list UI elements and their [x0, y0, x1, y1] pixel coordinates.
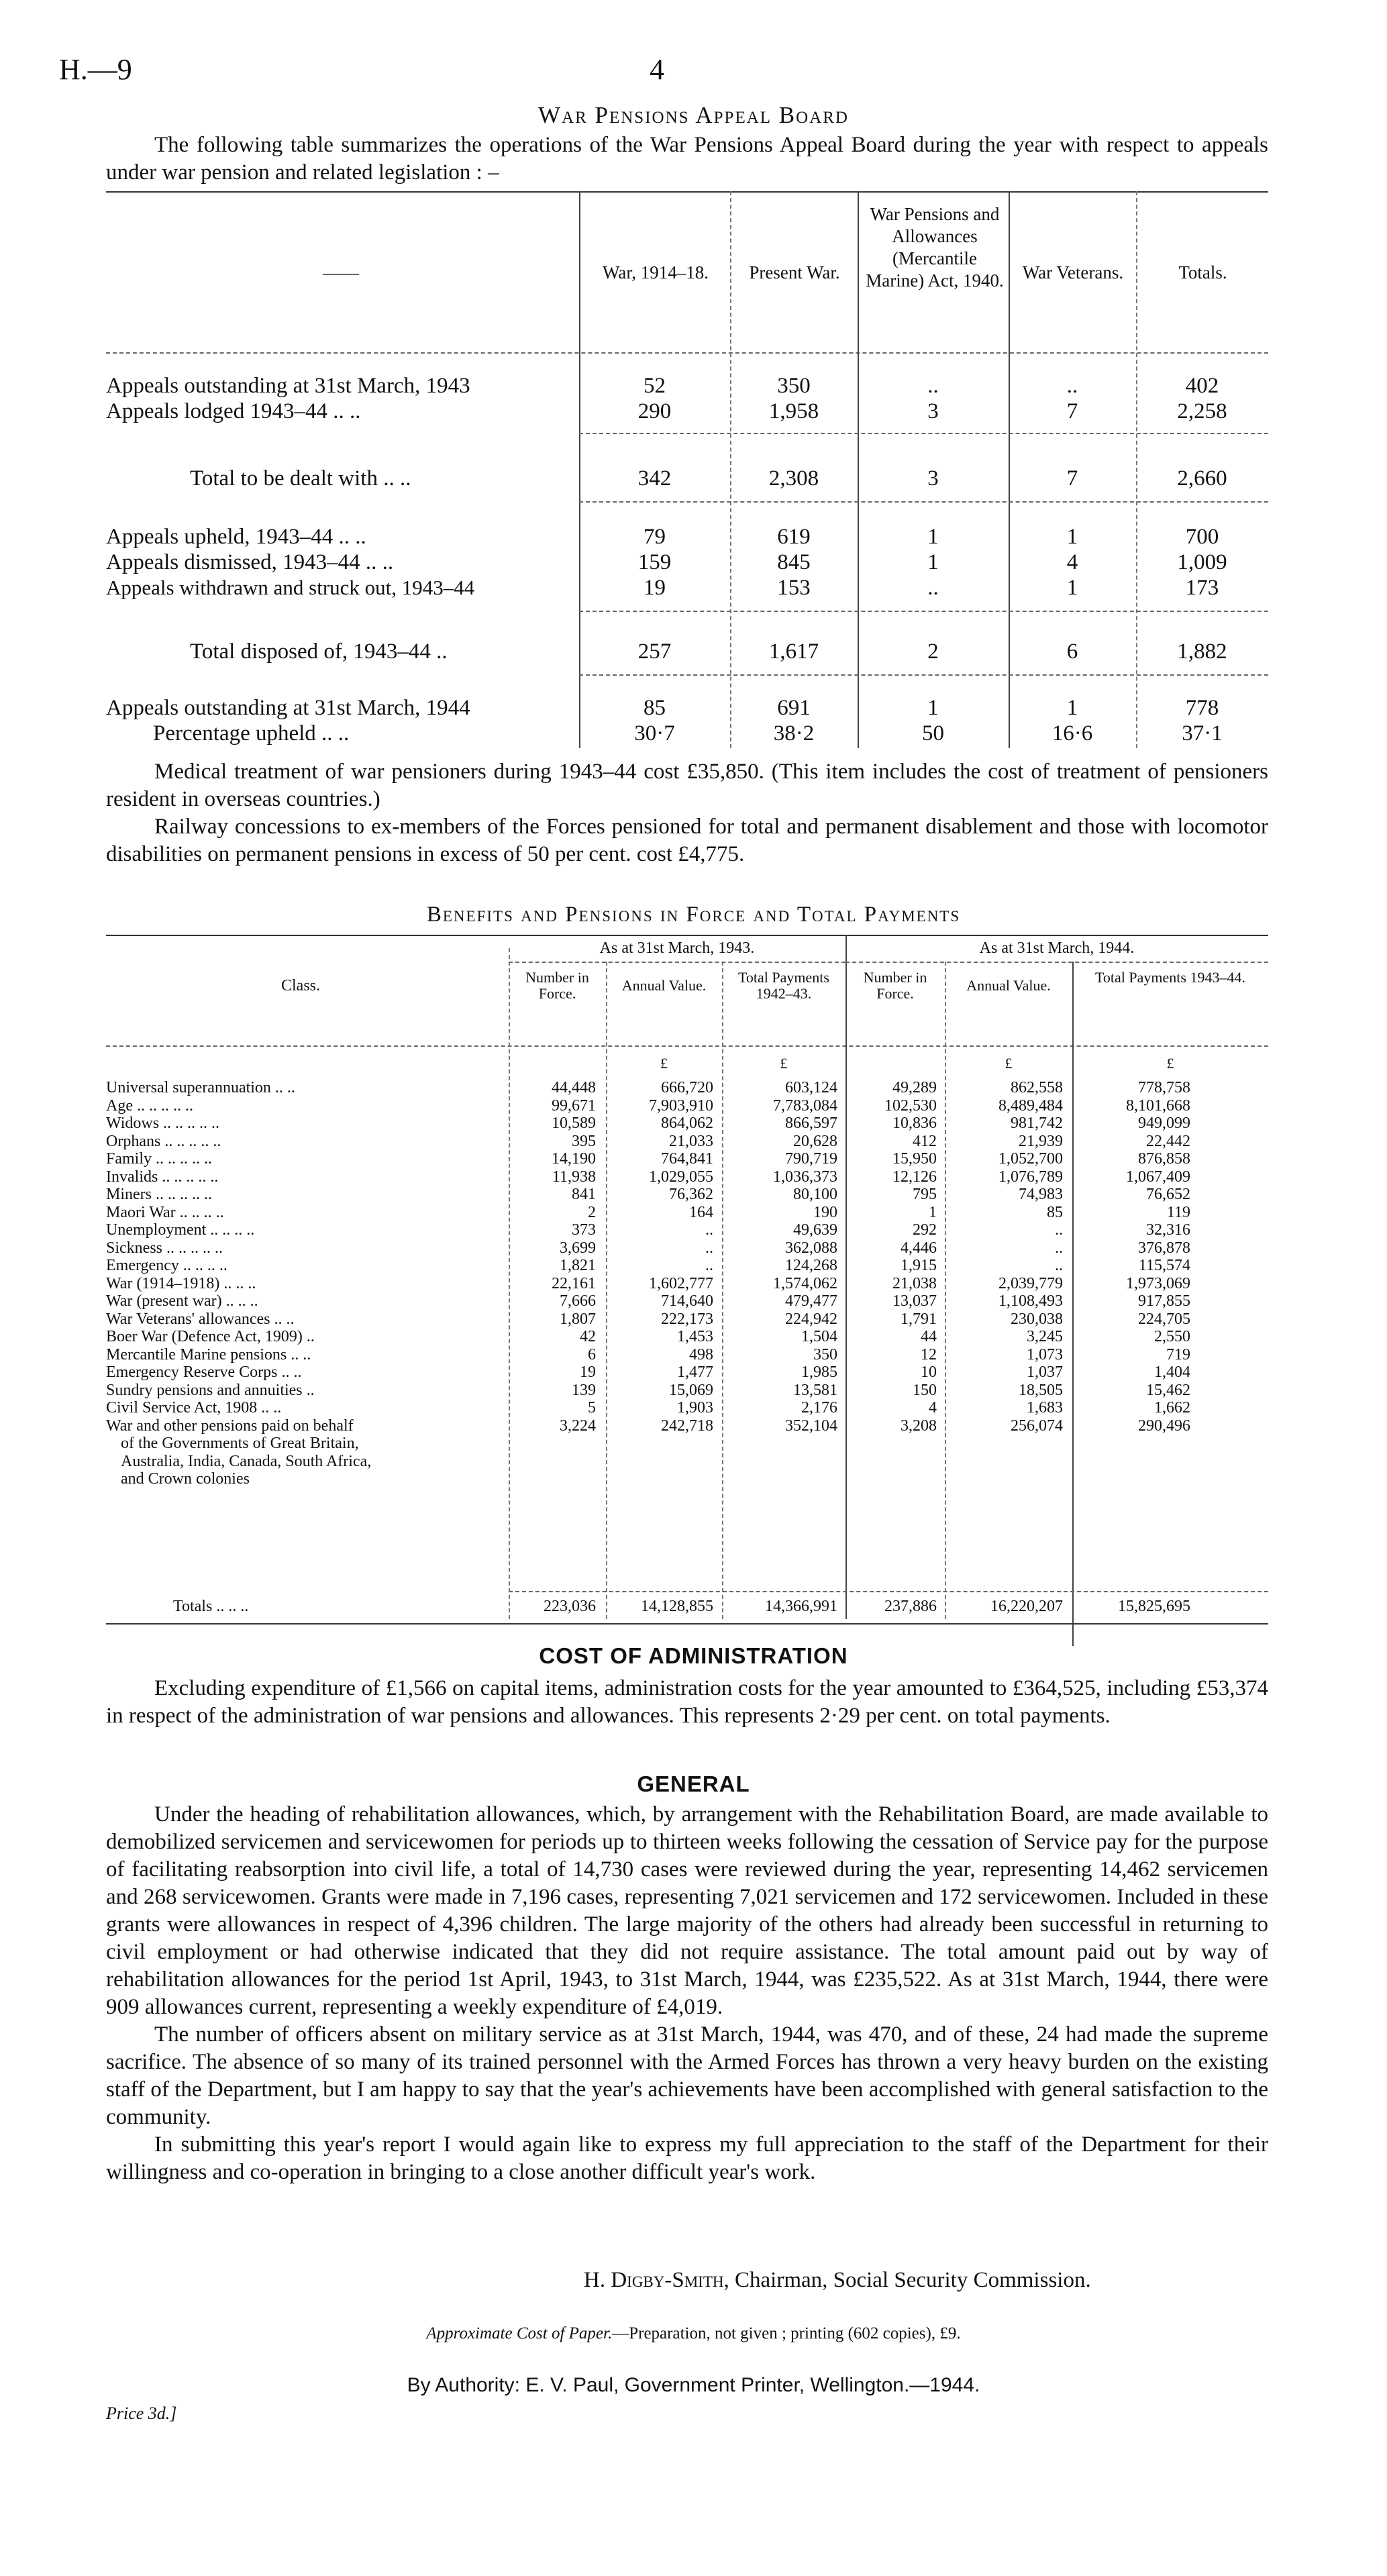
cell: 402	[1185, 374, 1219, 398]
header-total-1943: Total Payments 1942–43.	[738, 969, 829, 1002]
cell: 342	[637, 466, 672, 491]
cost-heading: COST OF ADMINISTRATION	[539, 1643, 848, 1668]
cell: 42	[580, 1328, 596, 1345]
cell: 1,504	[801, 1328, 837, 1345]
cell: 1,973,069	[1126, 1274, 1190, 1292]
cell: 18,505	[1019, 1381, 1063, 1399]
cell: 1	[1066, 525, 1078, 549]
cell: 700	[1185, 525, 1219, 549]
cell: 1	[929, 1203, 937, 1221]
cell: 119	[1166, 1203, 1190, 1221]
currency-symbol: £	[1166, 1055, 1174, 1072]
cell: 778	[1185, 696, 1219, 720]
cell: 6	[1066, 639, 1078, 664]
cell: 14,366,991	[765, 1598, 837, 1615]
cell: 1	[927, 525, 939, 549]
cell: 917,855	[1138, 1292, 1190, 1310]
cell: 876,858	[1138, 1150, 1190, 1168]
cell: 1,477	[677, 1363, 713, 1381]
cell: 139	[572, 1381, 596, 1399]
row-label: Appeals withdrawn and struck out, 1943–44	[106, 576, 475, 599]
row-label: Universal superannuation .. ..	[106, 1079, 295, 1096]
row-label: Appeals lodged 1943–44 .. ..	[106, 399, 361, 423]
row-label: War and other pensions paid on behalf	[106, 1416, 354, 1435]
cell: 3	[927, 399, 939, 423]
cell: 242,718	[661, 1416, 713, 1435]
cell: 37·1	[1182, 721, 1223, 745]
appeals-table	[106, 191, 1268, 748]
cell: 619	[777, 525, 811, 549]
cell: 1,915	[901, 1257, 937, 1274]
cell: 85	[1047, 1203, 1063, 1221]
cell: ..	[1055, 1257, 1063, 1274]
cell: 15,950	[892, 1150, 937, 1168]
general-text	[106, 1801, 1268, 2186]
column-mercantile-marine: War Pensions and Allowances (Mercantile Marine) Act, 1940.	[866, 204, 1004, 291]
table-row	[106, 1257, 1268, 1274]
table-row	[106, 1221, 1268, 1239]
row-label: War (present war) .. .. ..	[106, 1292, 258, 1310]
cell: 1,067,409	[1126, 1168, 1190, 1186]
cell: 1,037	[1027, 1363, 1063, 1381]
row-label: Appeals dismissed, 1943–44 .. ..	[106, 550, 394, 574]
row-label: War Veterans' allowances .. ..	[106, 1310, 295, 1328]
cell: 7,666	[560, 1292, 596, 1310]
general-paragraph-1: Under the heading of rehabilitation allowances, which, by arrangement with the Rehabilitation Board, are made available to demobilized servicemen and servicewomen for periods up to thirteen weeks following the cessation of Service pay for the purpose of facilitating reabsorption into civil life, a total of 14,730 cases were reviewed during the year, representing 14,462 servicemen and 268 servicewomen. Grants were made in 7,196 cases, representing 7,021 servicemen and 172 servicewomen. Included in these grants were allowances in respect of 4,396 children. The large majority of the others had already been successful in returning to civil employment or had otherwise indicated that they did not require assistance. The total amount paid out by way of rehabilitation allowances for the period 1st April, 1943, to 31st March, 1944, was £235,522. As at 31st March, 1944, there were 909 allowances current, representing a weekly expenditure of £4,019.	[106, 1802, 1268, 2019]
cell: 1,108,493	[998, 1292, 1063, 1310]
document-code: H.—9	[59, 53, 132, 86]
cell: 12	[921, 1345, 937, 1363]
cell: 412	[913, 1132, 937, 1150]
row-label: Boer War (Defence Act, 1909) ..	[106, 1328, 315, 1345]
group-1943: As at 31st March, 1943.	[599, 939, 755, 957]
cell: 1,821	[560, 1257, 596, 1274]
row-label: Civil Service Act, 1908 .. ..	[106, 1399, 282, 1416]
cell: 666,720	[661, 1079, 713, 1096]
table-row	[106, 1470, 1268, 1488]
cell: 1,602,777	[649, 1274, 713, 1292]
cell: 32,316	[1146, 1221, 1190, 1239]
signatory-title: Chairman, Social Security Commission.	[735, 2268, 1091, 2292]
table-row	[106, 1239, 1268, 1257]
table-row	[106, 1150, 1268, 1168]
cell: 1,903	[677, 1399, 713, 1416]
cell: 15,462	[1146, 1381, 1190, 1399]
price: Price 3d.]	[106, 2404, 177, 2423]
cell: 764,841	[661, 1150, 713, 1168]
cell: 224,705	[1138, 1310, 1190, 1328]
cell: 3,245	[1027, 1328, 1063, 1345]
cell: 1,073	[1027, 1345, 1063, 1363]
cell: 4	[929, 1399, 937, 1416]
cell: 1,807	[560, 1310, 596, 1328]
cell: 76,362	[669, 1186, 713, 1203]
row-label: Sundry pensions and annuities ..	[106, 1381, 315, 1399]
appeal-board-intro: The following table summarizes the operations of the War Pensions Appeal Board during the year with respect to appeals under war pension and related legislation : –	[106, 133, 1268, 185]
cell: 80,100	[793, 1186, 837, 1203]
cell: 44,448	[552, 1079, 596, 1096]
cell: 603,124	[785, 1079, 837, 1096]
group-1944: As at 31st March, 1944.	[979, 939, 1135, 957]
cell: ..	[927, 374, 939, 398]
cell: 49,289	[892, 1079, 937, 1096]
cell: 52	[644, 374, 666, 398]
header-number-1944: Number in Force.	[863, 969, 927, 1002]
row-label: Maori War .. .. .. ..	[106, 1203, 224, 1221]
cell: 845	[777, 550, 811, 574]
cell: 14,190	[552, 1150, 596, 1168]
cell: 159	[637, 550, 672, 574]
table-row	[106, 1204, 1268, 1221]
cell: 222,173	[661, 1310, 713, 1328]
cell: 10	[921, 1363, 937, 1381]
cell: 3,699	[560, 1239, 596, 1257]
cell: 790,719	[785, 1150, 837, 1168]
table-row	[106, 1168, 1268, 1186]
cell: 11,938	[552, 1168, 596, 1186]
cell: 864,062	[661, 1115, 713, 1132]
cell: 714,640	[661, 1292, 713, 1310]
cell: 237,886	[884, 1598, 937, 1615]
cell: 21,939	[1019, 1132, 1063, 1150]
printer-authority: By Authority: E. V. Paul, Government Printer, Wellington.—1944.	[407, 2374, 980, 2396]
cell: 1,404	[1154, 1363, 1190, 1381]
row-label: War (1914–1918) .. .. ..	[106, 1274, 256, 1292]
cell: 50	[922, 721, 944, 745]
cell: 350	[777, 374, 811, 398]
header-annual-1944: Annual Value.	[966, 977, 1051, 994]
cell: 173	[1185, 576, 1219, 600]
cell: 15,069	[669, 1381, 713, 1399]
table-row	[106, 1097, 1268, 1115]
table-row	[106, 1275, 1268, 1292]
cell: 862,558	[1011, 1079, 1063, 1096]
cell: ..	[927, 576, 939, 600]
cell: 224,942	[785, 1310, 837, 1328]
cell: 841	[572, 1186, 596, 1203]
cell: 1,882	[1177, 639, 1227, 664]
cell: 16,220,207	[990, 1598, 1063, 1615]
cell: 153	[777, 576, 811, 600]
totals-label: Totals .. .. ..	[173, 1598, 249, 1615]
row-label: Australia, India, Canada, South Africa,	[121, 1452, 372, 1470]
cell: 7	[1066, 466, 1078, 491]
cell: 373	[572, 1221, 596, 1239]
cell: 13,581	[793, 1381, 837, 1399]
cell: 2,039,779	[998, 1274, 1063, 1292]
cell: 2,258	[1177, 399, 1227, 423]
cell: 21,038	[892, 1274, 937, 1292]
cell: 85	[644, 696, 666, 720]
row-label: Appeals outstanding at 31st March, 1944	[106, 696, 470, 720]
cell: 4,446	[901, 1239, 937, 1257]
cell: 6	[588, 1345, 596, 1363]
row-label: Age .. .. .. .. ..	[106, 1096, 193, 1115]
cell: 10,836	[892, 1115, 937, 1132]
benefits-title: Benefits and Pensions in Force and Total Payments	[426, 903, 961, 927]
row-label: Miners .. .. .. .. ..	[106, 1186, 212, 1203]
column-war-1914: War, 1914–18.	[603, 262, 709, 282]
row-label: Family .. .. .. .. ..	[106, 1150, 213, 1168]
appeal-board-title: War Pensions Appeal Board	[538, 102, 849, 128]
cell: 21,033	[669, 1132, 713, 1150]
cell: 719	[1166, 1345, 1190, 1363]
cell: ..	[1055, 1239, 1063, 1257]
row-label: Invalids .. .. .. .. ..	[106, 1168, 219, 1186]
cell: 19	[580, 1363, 596, 1381]
cell: 22,442	[1146, 1132, 1190, 1150]
row-label: Mercantile Marine pensions .. ..	[106, 1345, 311, 1363]
cell: 190	[813, 1203, 837, 1221]
cell: 150	[913, 1381, 937, 1399]
cell: 1,574,062	[773, 1274, 837, 1292]
table-row	[106, 1079, 1268, 1096]
cell: 19	[644, 576, 666, 600]
cell: 376,878	[1138, 1239, 1190, 1257]
cell: 8,489,484	[998, 1096, 1063, 1115]
cell: 49,639	[793, 1221, 837, 1239]
cell: 2	[588, 1203, 596, 1221]
railway-paragraph: Railway concessions to ex-members of the Forces pensioned for total and permanent disablement and those with locomotor disabilities on permanent pensions in excess of 50 per cent. cost £4,775.	[106, 815, 1268, 866]
cell: 1,617	[768, 639, 819, 664]
general-heading: GENERAL	[637, 1771, 750, 1796]
cell: ..	[1066, 374, 1078, 398]
header-annual-1943: Annual Value.	[621, 977, 707, 994]
row-label: of the Governments of Great Britain,	[121, 1435, 359, 1452]
cell: 981,742	[1011, 1115, 1063, 1132]
row-label: Appeals outstanding at 31st March, 1943	[106, 374, 470, 398]
table-row	[106, 1399, 1268, 1416]
currency-symbol: £	[1005, 1055, 1013, 1072]
cell: 13,037	[892, 1292, 937, 1310]
signatory-name: H. Digby-Smith,	[584, 2268, 729, 2292]
cell: 124,268	[785, 1257, 837, 1274]
totals-row	[106, 1598, 1268, 1615]
cell: 1,791	[901, 1310, 937, 1328]
table-row	[106, 1292, 1268, 1310]
signature	[584, 2268, 1091, 2293]
class-header: Class.	[280, 977, 320, 994]
cell: 1	[927, 696, 939, 720]
cell: 14,128,855	[641, 1598, 713, 1615]
cell: 164	[689, 1203, 713, 1221]
cell: 1,985	[801, 1363, 837, 1381]
cell: 79	[644, 525, 666, 549]
cell: 257	[637, 639, 672, 664]
cell: ..	[705, 1221, 713, 1239]
row-label: Total disposed of, 1943–44 ..	[190, 639, 448, 664]
cell: 74,983	[1019, 1186, 1063, 1203]
table-row	[106, 1310, 1268, 1328]
cell: 1	[1066, 696, 1078, 720]
cell: ..	[1055, 1221, 1063, 1239]
cell: 362,088	[785, 1239, 837, 1257]
cell: 38·2	[773, 721, 815, 745]
cell: 352,104	[785, 1416, 837, 1435]
currency-symbol: £	[780, 1055, 788, 1072]
table-row	[106, 1382, 1268, 1399]
cell: 866,597	[785, 1115, 837, 1132]
cell: 949,099	[1138, 1115, 1190, 1132]
currency-symbol: £	[660, 1055, 668, 1072]
cell: 115,574	[1138, 1257, 1190, 1274]
cell: 2,308	[768, 466, 819, 491]
cell: 2,550	[1154, 1328, 1190, 1345]
table-row	[106, 1133, 1268, 1150]
header-number-1943: Number in Force.	[525, 969, 589, 1002]
cell: 12,126	[892, 1168, 937, 1186]
table-row	[106, 1435, 1268, 1452]
cell: 795	[913, 1186, 937, 1203]
cell: 4	[1066, 550, 1078, 574]
row-label: Total to be dealt with .. ..	[190, 466, 411, 491]
table-row	[106, 1186, 1268, 1203]
cell: 3,224	[560, 1416, 596, 1435]
table-row	[106, 1346, 1268, 1363]
cell: 16·6	[1051, 721, 1093, 745]
cell: 290	[637, 399, 672, 423]
cell: 20,628	[793, 1132, 837, 1150]
cell: 1,036,373	[773, 1168, 837, 1186]
cell: 3	[927, 466, 939, 491]
column-totals: Totals.	[1178, 262, 1227, 282]
table-row	[106, 1417, 1268, 1435]
cell: 1,052,700	[998, 1150, 1063, 1168]
cell: 395	[572, 1132, 596, 1150]
cell: 1,453	[677, 1328, 713, 1345]
cell: 1	[1066, 576, 1078, 600]
cell: 2	[927, 639, 939, 664]
cell: 76,652	[1146, 1186, 1190, 1203]
cell: 2,176	[801, 1399, 837, 1416]
table-row	[106, 1363, 1268, 1381]
row-label: Percentage upheld .. ..	[153, 721, 350, 745]
row-label: Widows .. .. .. .. ..	[106, 1115, 220, 1132]
cell: 230,038	[1011, 1310, 1063, 1328]
cell: 44	[921, 1328, 937, 1345]
row-label: Unemployment .. .. .. ..	[106, 1221, 255, 1239]
cell: 8,101,668	[1126, 1096, 1190, 1115]
cell: 1,683	[1027, 1399, 1063, 1416]
table-row	[106, 1328, 1268, 1345]
cell: 290,496	[1138, 1416, 1190, 1435]
medical-paragraph: Medical treatment of war pensioners during 1943–44 cost £35,850. (This item includes the cost of treatment of pensioners resident in overseas countries.)	[106, 760, 1268, 811]
cell: 292	[913, 1221, 937, 1239]
row-label: and Crown colonies	[121, 1470, 250, 1488]
cell: 1,662	[1154, 1399, 1190, 1416]
row-label: Emergency .. .. .. ..	[106, 1257, 227, 1274]
row-label: Sickness .. .. .. .. ..	[106, 1239, 223, 1257]
cell: 1,076,789	[998, 1168, 1063, 1186]
row-label: Appeals upheld, 1943–44 .. ..	[106, 525, 366, 549]
cell: 5	[588, 1399, 596, 1416]
cell: 1,029,055	[649, 1168, 713, 1186]
header-total-1944: Total Payments 1943–44.	[1095, 969, 1245, 986]
table-row	[106, 1453, 1268, 1470]
cell: 1	[927, 550, 939, 574]
cell: 350	[813, 1345, 837, 1363]
cell: 2,660	[1177, 466, 1227, 491]
cell: 99,671	[552, 1096, 596, 1115]
cell: 479,477	[785, 1292, 837, 1310]
cell: 15,825,695	[1118, 1598, 1190, 1615]
cell: 1,958	[768, 399, 819, 423]
cell: 10,589	[552, 1115, 596, 1132]
cell: 1,009	[1177, 550, 1227, 574]
cell: 3,208	[901, 1416, 937, 1435]
general-paragraph-2: The number of officers absent on military service as at 31st March, 1944, was 470, and of these, 24 had made the supreme sacrifice. The absence of so many of its trained personnel with the Armed Forces has thrown a very heavy burden on the existing staff of the Department, but I am happy to say that the year's achievements have been accomplished with general satisfaction to the community.	[106, 2022, 1268, 2129]
cell: 7,903,910	[649, 1096, 713, 1115]
page-number: 4	[650, 53, 664, 86]
cell: 22,161	[552, 1274, 596, 1292]
cell: 30·7	[634, 721, 675, 745]
column-war-veterans: War Veterans.	[1022, 262, 1124, 282]
cell: ..	[705, 1239, 713, 1257]
cell: 256,074	[1011, 1416, 1063, 1435]
cell: 7	[1066, 399, 1078, 423]
cell: 691	[777, 696, 811, 720]
cell: ..	[705, 1257, 713, 1274]
cost-paragraph: Excluding expenditure of £1,566 on capital items, administration costs for the year amounted to £364,525, including £53,374 in respect of the administration of war pensions and allowances. This represents 2·29 per cent. on total payments.	[106, 1676, 1268, 1728]
column-present-war: Present War.	[749, 262, 840, 282]
cell: 102,530	[884, 1096, 937, 1115]
row-label: Orphans .. .. .. .. ..	[106, 1132, 221, 1150]
general-paragraph-3: In submitting this year's report I would again like to express my full appreciation to the staff of the Department for their willingness and co-operation in bringing to a close another difficult year's work.	[106, 2132, 1268, 2184]
cell: 498	[689, 1345, 713, 1363]
cell: 223,036	[544, 1598, 596, 1615]
cell: 778,758	[1138, 1079, 1190, 1096]
row-label: Emergency Reserve Corps .. ..	[106, 1363, 302, 1381]
benefits-table	[106, 935, 1268, 1633]
table-header-blank: ——	[323, 262, 359, 282]
table-row	[106, 1115, 1268, 1132]
approximate-cost: Approximate Cost of Paper.—Preparation, not given ; printing (602 copies), £9.	[426, 2324, 961, 2342]
cell: 7,783,084	[773, 1096, 837, 1115]
